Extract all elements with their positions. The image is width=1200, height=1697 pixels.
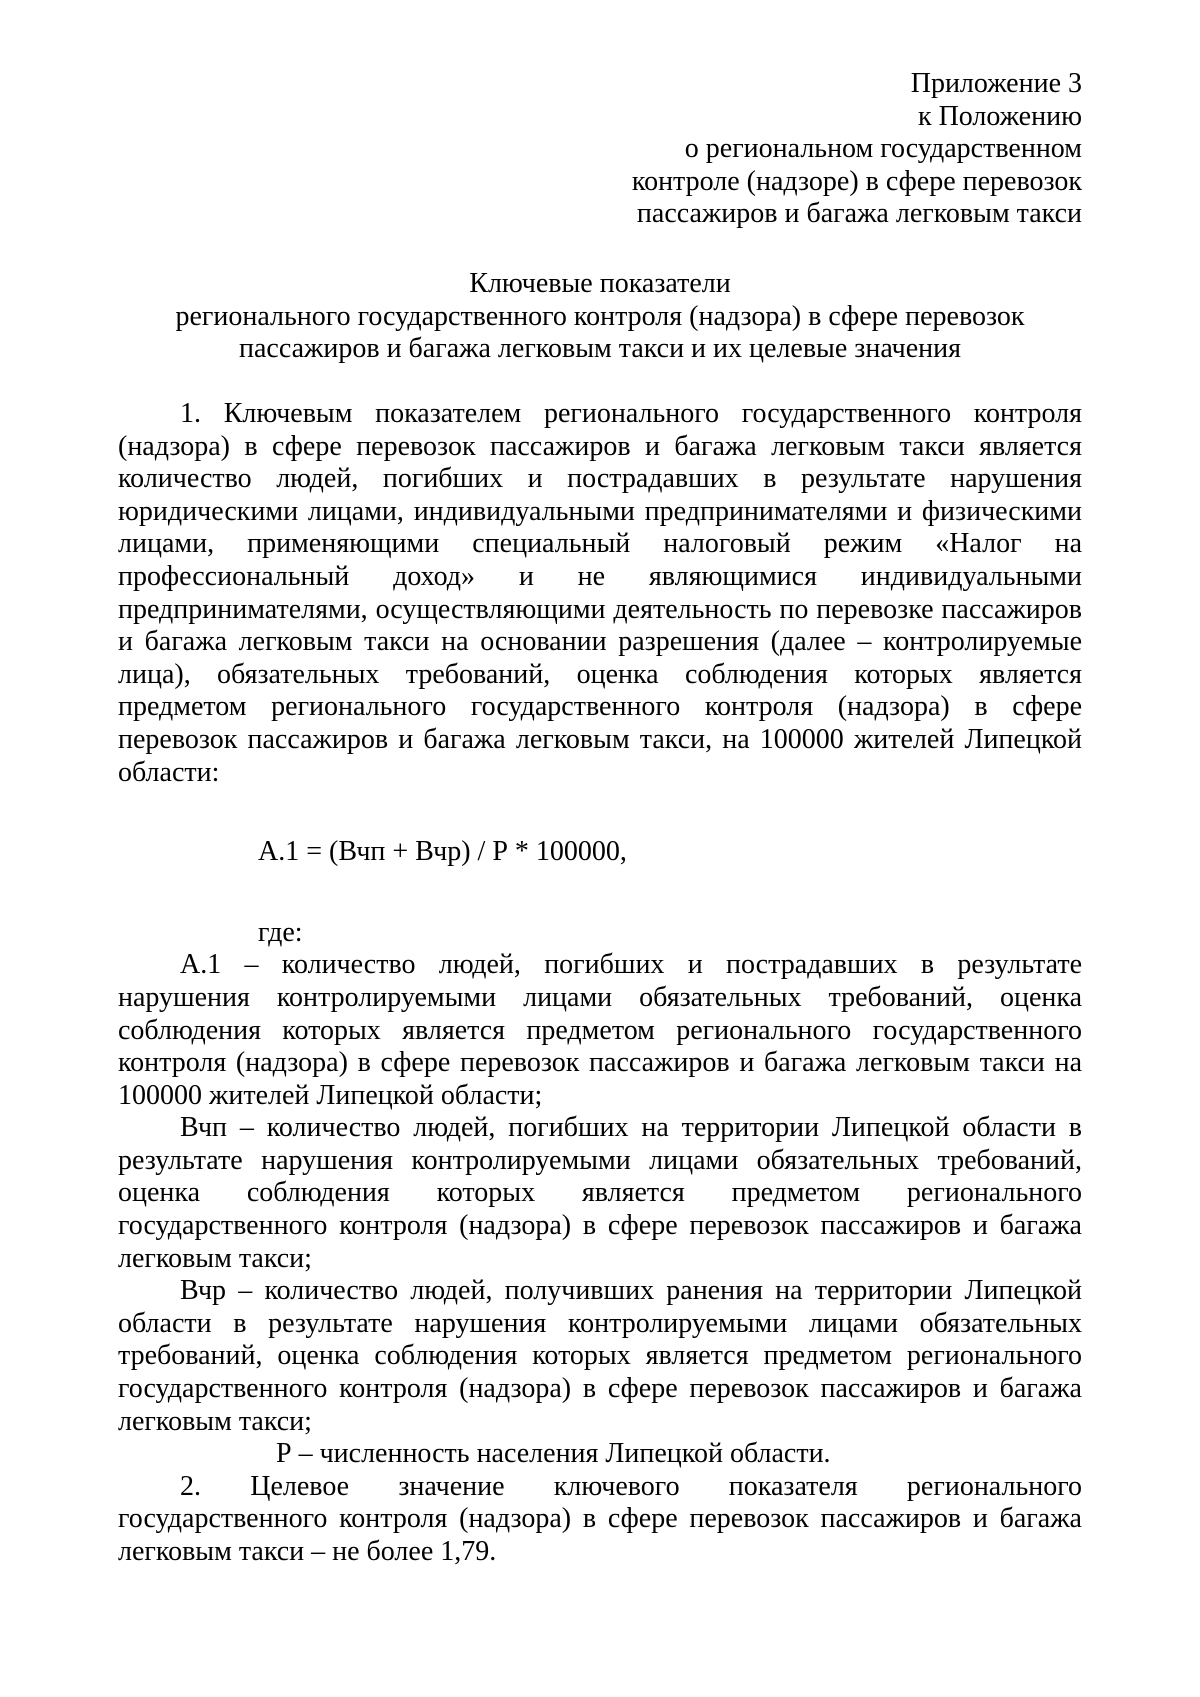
definition-p: Р – численность населения Липецкой области. [276, 1438, 831, 1470]
title-line-1: Ключевые показатели [469, 268, 731, 299]
paragraph-target-value: 2. Целевое значение ключевого показателя регионального государственного контроля (надзора) в сфере перевозок пассажиров и багажа легковым такси – не более 1,79. [118, 1470, 1082, 1567]
header-line-regulation-title-2: контроле (надзоре) в сфере перевозок [631, 165, 1082, 197]
formula-where-label: где: [258, 916, 303, 948]
header-line-regulation-ref: к Положению [917, 100, 1082, 132]
document-body [118, 398, 1082, 1569]
header-line-regulation-title-3: пассажиров и багажа легковым такси [636, 198, 1082, 230]
formula: А.1 = (Вчп + Вчр) / Р * 100000, [258, 836, 627, 868]
definition-a1: А.1 – количество людей, погибших и пострадавших в результате нарушения контролируемыми лицами обязательных требований, оценка соблюдения которых является предметом регионального государственного контроля (надзора) в сфере перевозок пассажиров и багажа легковым такси на 100000 жителей Липецкой области; [118, 949, 1082, 1111]
definition-vchp: Вчп – количество людей, погибших на территории Липецкой области в результате нарушения контролируемыми лицами обязательных требований, оценка соблюдения которых является предметом регионального государственного контроля (надзора) в сфере перевозок пассажиров и багажа легковым такси; [118, 1112, 1082, 1274]
definition-vchr: Вчр – количество людей, получивших ранения на территории Липецкой области в результате нарушения контролируемыми лицами обязательных требований, оценка соблюдения которых является предметом регионального государственного контроля (надзора) в сфере перевозок пассажиров и багажа легковым такси; [118, 1275, 1082, 1437]
document-title [118, 268, 1082, 366]
header-line-appendix-number: Приложение 3 [910, 68, 1082, 99]
header-line-regulation-title-1: о региональном государственном [684, 133, 1082, 165]
title-line-3: пассажиров и багажа легковым такси и их целевые значения [238, 333, 962, 365]
paragraph-key-indicator: 1. Ключевым показателем регионального государственного контроля (надзора) в сфере перевозок пассажиров и багажа легковым такси является количество людей, погибших и пострадавших в результате нарушения юридическими лицами, индивидуальными предпринимателями и физическими лицами, применяющими специальный налоговый режим «Налог на профессиональный доход» и не являющимися индивидуальными предпринимателями, осуществляющими деятельность по перевозке пассажиров и багажа легковым такси на основании разрешения (далее – контролируемые лица), обязательных требований, оценка соблюдения которых является предметом регионального государственного контроля (надзора) в сфере перевозок пассажиров и багажа легковым такси, на 100000 жителей Липецкой области: [118, 398, 1082, 788]
appendix-header [602, 68, 1082, 231]
title-line-2: регионального государственного контроля (надзора) в сфере перевозок [175, 300, 1025, 332]
